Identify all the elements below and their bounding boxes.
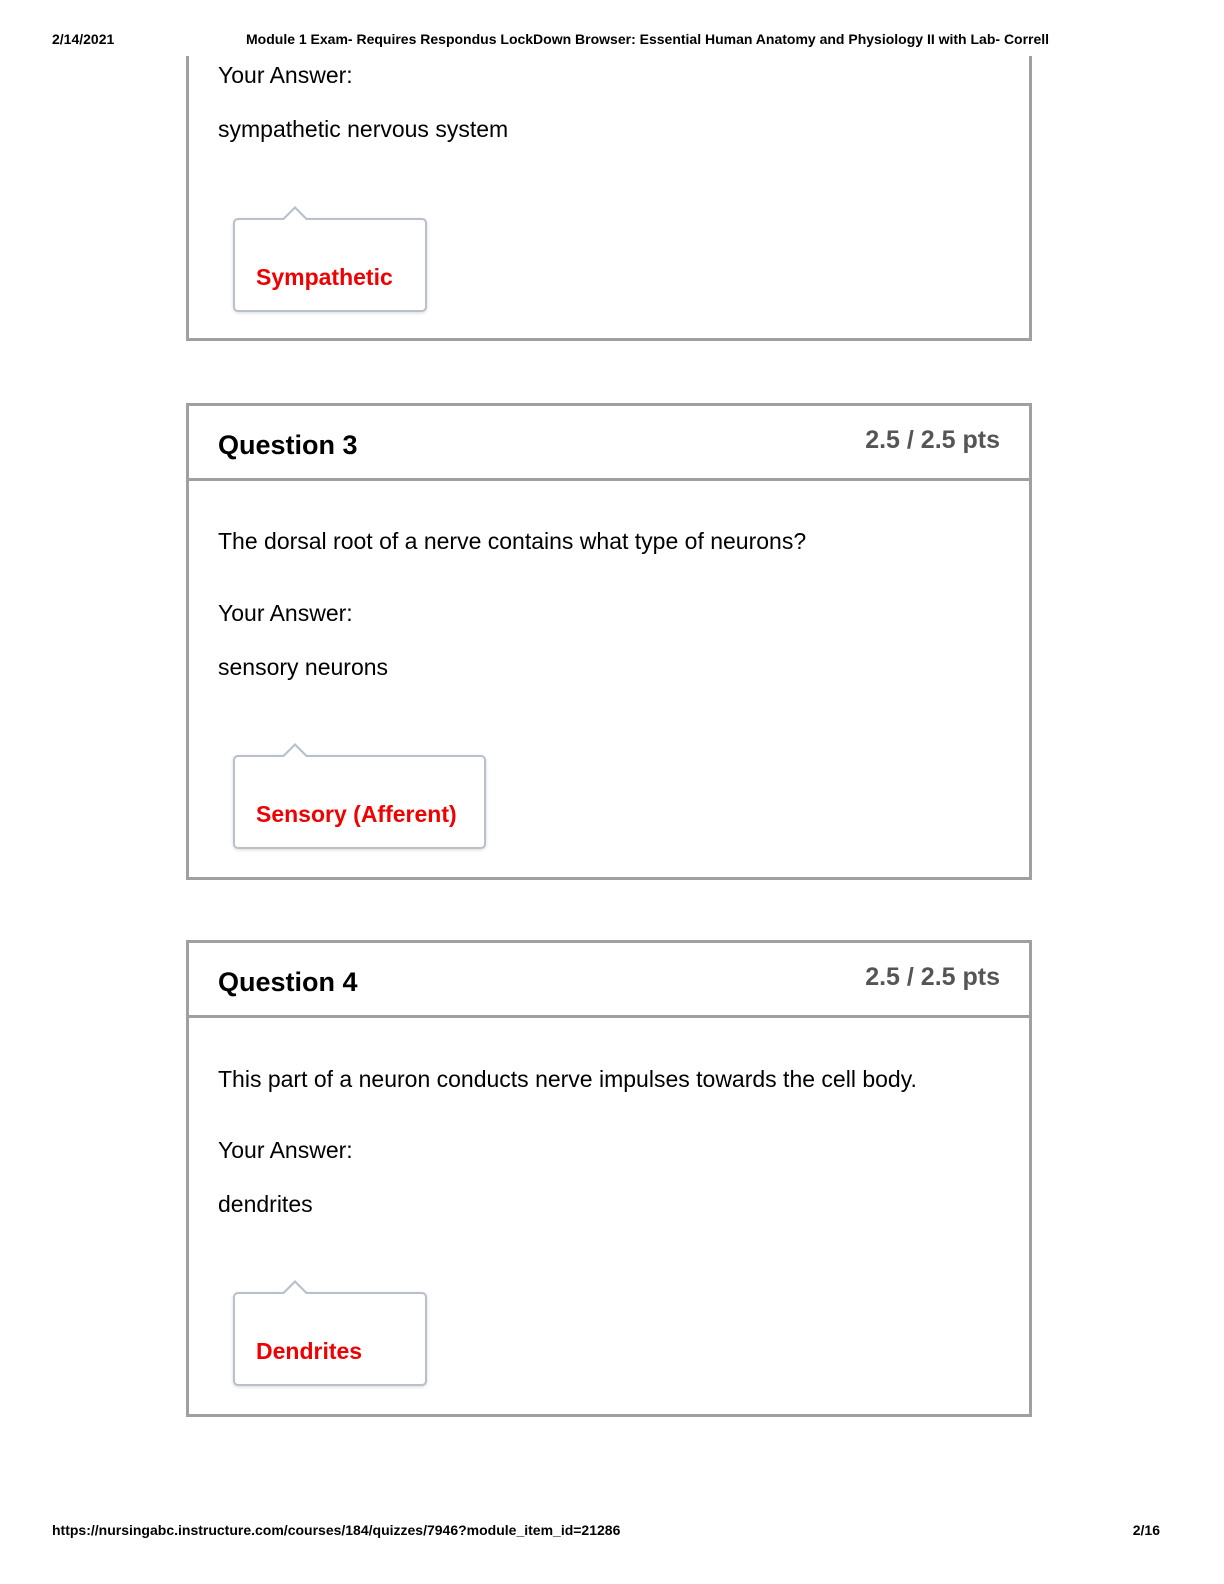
correct-answer-box (233, 755, 486, 849)
question-points: 2.5 / 2.5 pts (865, 426, 1000, 454)
your-answer-label: Your Answer: (218, 1137, 353, 1163)
print-page-number: 2/16 (1132, 1522, 1160, 1538)
question-card-partial (186, 56, 1032, 341)
question-title: Question 3 (218, 430, 358, 460)
your-answer-value: sympathetic nervous system (218, 116, 509, 142)
correct-answer-text: Dendrites (256, 1338, 363, 1364)
your-answer-label: Your Answer: (218, 600, 353, 626)
question-points: 2.5 / 2.5 pts (865, 963, 1000, 991)
your-answer-value: dendrites (218, 1191, 313, 1217)
question-text: The dorsal root of a nerve contains what type of neurons? (218, 528, 807, 554)
your-answer-label: Your Answer: (218, 62, 353, 88)
question-text: This part of a neuron conducts nerve impulses towards the cell body. (218, 1066, 917, 1092)
question-card-3 (186, 403, 1032, 880)
print-date: 2/14/2021 (52, 31, 115, 47)
question-header (189, 943, 1029, 1018)
correct-answer-box (233, 218, 427, 312)
correct-answer-box (233, 1292, 427, 1386)
correct-answer-text: Sensory (Afferent) (256, 801, 457, 827)
your-answer-value: sensory neurons (218, 654, 389, 680)
question-card-4 (186, 940, 1032, 1417)
question-title: Question 4 (218, 967, 358, 997)
print-page-title: Module 1 Exam- Requires Respondus LockDown Browser: Essential Human Anatomy and Physiology II with Lab- Correll (246, 31, 1050, 47)
question-header (189, 406, 1029, 481)
print-url: https://nursingabc.instructure.com/courses/184/quizzes/7946?module_item_id=21286 (52, 1522, 621, 1538)
correct-answer-text: Sympathetic (256, 264, 393, 290)
